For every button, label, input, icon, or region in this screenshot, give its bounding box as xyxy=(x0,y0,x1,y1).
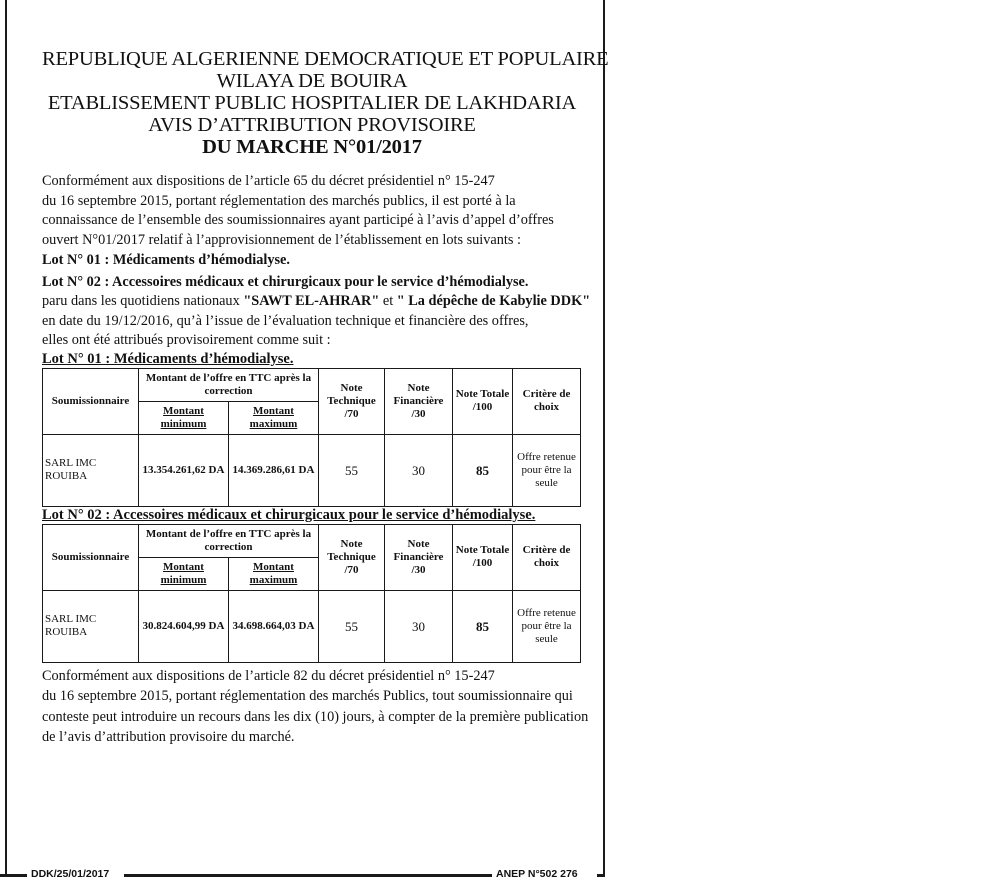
cell-critere: Offre retenue pour être la seule xyxy=(513,590,581,662)
cell-critere: Offre retenue pour être la seule xyxy=(513,434,581,506)
header-note-totale: Note Totale /100 xyxy=(453,524,513,590)
header-note-financiere: Note Financière /30 xyxy=(385,368,453,434)
header-montant-min: Montant minimum xyxy=(139,401,229,434)
table-header-row xyxy=(43,524,581,557)
header-wilaya: WILAYA DE BOUIRA xyxy=(216,70,408,92)
cell-soumissionnaire: SARL IMC ROUIBA xyxy=(43,590,139,662)
header-notice-type: AVIS D’ATTRIBUTION PROVISOIRE xyxy=(148,114,476,136)
footer-rule xyxy=(124,874,492,877)
cell-note-technique: 55 xyxy=(319,434,385,506)
intro-lot-1: Lot N° 01 : Médicaments d’hémodialyse. xyxy=(42,252,290,268)
notice-header xyxy=(42,48,609,158)
footer-bar xyxy=(0,865,606,883)
publication-and: et xyxy=(379,293,397,309)
publication-line xyxy=(42,292,591,312)
header-republic: REPUBLIQUE ALGERIENNE DEMOCRATIQUE ET POPULAIRE xyxy=(42,48,609,70)
lot-2-title: Lot N° 02 : Accessoires médicaux et chirurgicaux pour le service d’hémodialyse. xyxy=(42,506,536,523)
cell-note-technique: 55 xyxy=(319,590,385,662)
intro-line: du 16 septembre 2015, portant réglementation des marchés publics, il est porté à la xyxy=(42,192,516,209)
table-header-row xyxy=(43,368,581,401)
closing-paragraph xyxy=(42,666,589,748)
publication-prefix: paru dans les quotidiens nationaux xyxy=(42,293,244,309)
cell-note-totale: 85 xyxy=(453,590,513,662)
header-note-financiere: Note Financière /30 xyxy=(385,524,453,590)
closing-line: conteste peut introduire un recours dans les dix (10) jours, à compter de la première publication xyxy=(42,708,589,725)
intro-line: en date du 19/12/2016, qu’à l’issue de l’évaluation technique et financière des offres, xyxy=(42,312,529,329)
header-montant-group: Montant de l’offre en TTC après la correction xyxy=(139,524,319,557)
intro-line: elles ont été attribués provisoirement comme suit : xyxy=(42,332,331,348)
closing-line: Conformément aux dispositions de l’article 82 du décret présidentiel n° 15-247 xyxy=(42,667,495,684)
intro-line: Conformément aux dispositions de l’article 65 du décret présidentiel n° 15-247 xyxy=(42,173,495,189)
footer-rule xyxy=(0,874,27,877)
header-note-totale: Note Totale /100 xyxy=(453,368,513,434)
table-row xyxy=(43,590,581,662)
lot-1-title: Lot N° 01 : Médicaments d’hémodialyse. xyxy=(42,350,294,367)
header-montant-group: Montant de l’offre en TTC après la correction xyxy=(139,368,319,401)
cell-montant-min: 13.354.261,62 DA xyxy=(139,434,229,506)
table-row xyxy=(43,434,581,506)
header-soumissionnaire: Soumissionnaire xyxy=(43,524,139,590)
notice-document xyxy=(42,48,609,748)
cell-montant-max: 34.698.664,03 DA xyxy=(229,590,319,662)
lot-2-table xyxy=(42,524,581,663)
header-critere: Critère de choix xyxy=(513,524,581,590)
intro-line: ouvert N°01/2017 relatif à l’approvisionnement de l’établissement en lots suivants : xyxy=(42,231,521,248)
cell-note-financiere: 30 xyxy=(385,434,453,506)
header-note-technique: Note Technique /70 xyxy=(319,368,385,434)
footer-rule xyxy=(597,874,605,877)
footer-anep-number: ANEP N°502 276 xyxy=(496,868,578,880)
intro-paragraph xyxy=(42,172,591,351)
cell-note-financiere: 30 xyxy=(385,590,453,662)
header-critere: Critère de choix xyxy=(513,368,581,434)
cell-montant-max: 14.369.286,61 DA xyxy=(229,434,319,506)
newspaper-1: "SAWT EL-AHRAR" xyxy=(243,293,380,309)
intro-lot-2: Lot N° 02 : Accessoires médicaux et chirurgicaux pour le service d’hémodialyse. xyxy=(42,274,529,290)
lot-1-table xyxy=(42,368,581,507)
footer-ddk-date: DDK/25/01/2017 xyxy=(31,868,110,880)
closing-line: du 16 septembre 2015, portant réglementation des marchés Publics, tout soumissionnaire qui xyxy=(42,688,573,704)
intro-line: connaissance de l’ensemble des soumissionnaires ayant participé à l’avis d’appel d’offres xyxy=(42,212,554,228)
header-montant-max: Montant maximum xyxy=(229,401,319,434)
header-note-technique: Note Technique /70 xyxy=(319,524,385,590)
closing-line: de l’avis d’attribution provisoire du marché. xyxy=(42,729,295,745)
cell-montant-min: 30.824.604,99 DA xyxy=(139,590,229,662)
newspaper-2: " La dépêche de Kabylie DDK" xyxy=(396,293,591,309)
cell-note-totale: 85 xyxy=(453,434,513,506)
header-montant-max: Montant maximum xyxy=(229,557,319,590)
header-establishment: ETABLISSEMENT PUBLIC HOSPITALIER DE LAKHDARIA xyxy=(47,92,577,114)
cell-soumissionnaire: SARL IMC ROUIBA xyxy=(43,434,139,506)
header-soumissionnaire: Soumissionnaire xyxy=(43,368,139,434)
header-market-number: DU MARCHE N°01/2017 xyxy=(202,136,422,158)
header-montant-min: Montant minimum xyxy=(139,557,229,590)
